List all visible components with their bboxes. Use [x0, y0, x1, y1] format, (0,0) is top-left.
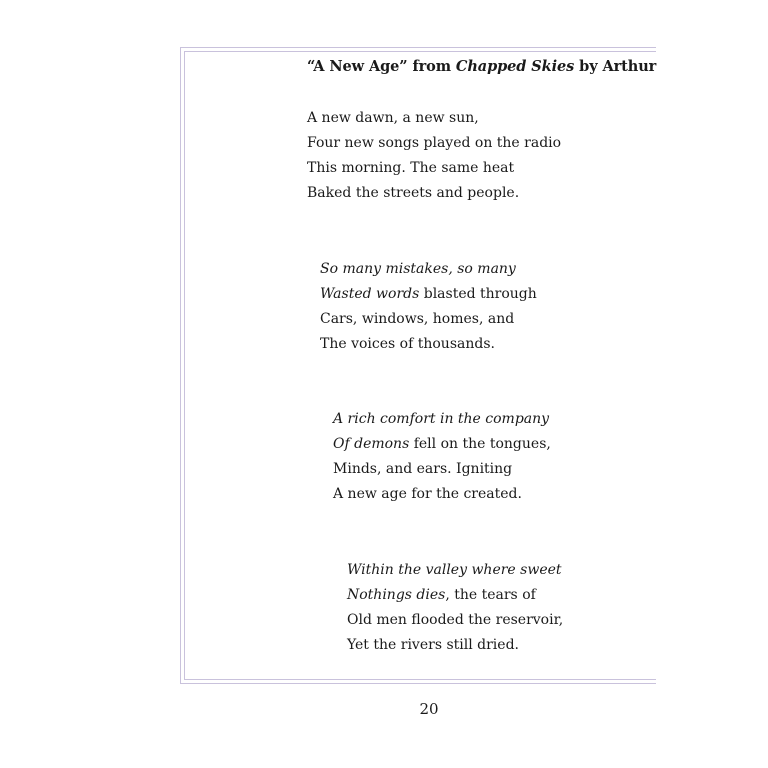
line-text: A new age for the created.	[333, 486, 522, 502]
poem-title	[307, 57, 656, 77]
poem-title-suffix: by Arthur	[574, 58, 657, 75]
line-text: Yet the rivers still dried.	[347, 637, 519, 653]
page-number: 20	[419, 700, 439, 718]
line-text: Cars, windows, homes, and	[320, 311, 515, 327]
stanza-line	[347, 583, 563, 608]
stanza-4	[347, 558, 563, 658]
line-text: Four new songs played on the radio	[307, 135, 562, 151]
poem-title-book: Chapped Skies	[455, 58, 575, 75]
stanza-line	[320, 307, 537, 332]
stanza-line	[307, 156, 561, 181]
poem-title-prefix: “A New Age” from	[307, 58, 456, 75]
stanza-1	[307, 106, 561, 206]
stanza-3	[333, 407, 551, 507]
stanza-line	[333, 482, 551, 507]
line-text: The voices of thousands.	[320, 336, 495, 352]
stanza-line	[347, 608, 563, 633]
stanza-line	[333, 407, 551, 432]
line-text: blasted through	[419, 286, 537, 302]
line-text: , the tears of	[445, 587, 536, 603]
stanza-line	[333, 432, 551, 457]
line-text: Old men flooded the reservoir,	[347, 612, 564, 628]
line-text: A new dawn, a new sun,	[307, 110, 479, 126]
stanza-line	[333, 457, 551, 482]
stanza-2	[320, 257, 537, 357]
stanza-line	[307, 181, 561, 206]
stanza-line	[347, 558, 563, 583]
line-text: Minds, and ears. Igniting	[333, 461, 513, 477]
stanza-line	[347, 633, 563, 658]
line-italic: A rich comfort in the company	[333, 411, 550, 427]
stanza-line	[307, 131, 561, 156]
line-italic: Of demons	[333, 436, 410, 452]
line-italic: So many mistakes, so many	[320, 261, 516, 277]
stanza-line	[320, 257, 537, 282]
stanza-line	[320, 332, 537, 357]
line-italic: Nothings dies	[347, 587, 446, 603]
line-italic: Within the valley where sweet	[347, 562, 562, 578]
line-text: Baked the streets and people.	[307, 185, 520, 201]
line-italic: Wasted words	[320, 286, 420, 302]
stanza-line	[307, 106, 561, 131]
stanza-line	[320, 282, 537, 307]
line-text: This morning. The same heat	[307, 160, 515, 176]
line-text: fell on the tongues,	[409, 436, 551, 452]
